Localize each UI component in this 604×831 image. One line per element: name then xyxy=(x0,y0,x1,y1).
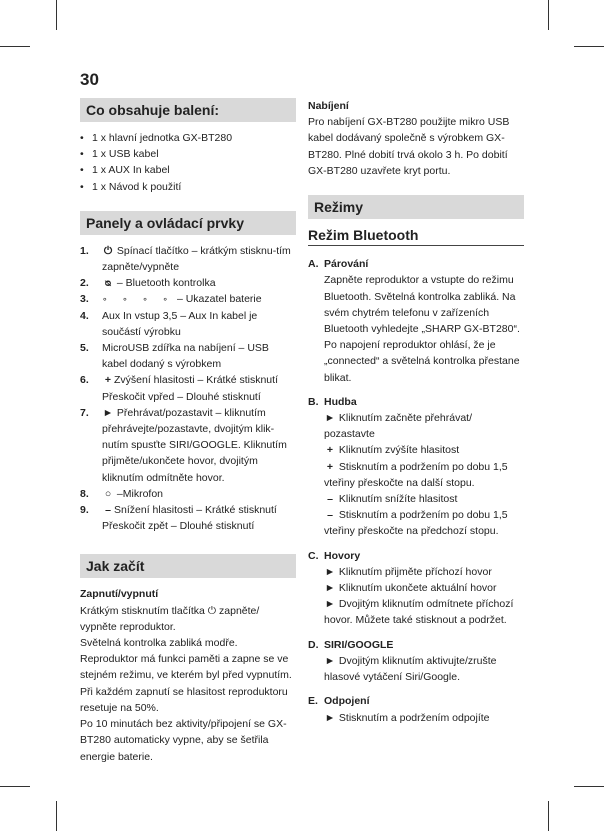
charging-heading: Nabíjení xyxy=(308,100,349,112)
instruction-line xyxy=(324,272,524,385)
instruction-line xyxy=(324,442,524,458)
left-column xyxy=(80,98,296,765)
play-icon: ► xyxy=(324,582,336,595)
item-number: 1. xyxy=(80,244,89,257)
play-icon: ► xyxy=(324,565,336,578)
item-number: 7. xyxy=(80,406,89,419)
list-item xyxy=(80,243,296,275)
item-number: 9. xyxy=(80,504,89,517)
instruction-line xyxy=(324,507,524,539)
item-text: Aux In vstup 3,5 – Aux In kabel je součástí výrobku xyxy=(102,309,258,338)
item-number: 4. xyxy=(80,309,89,322)
power-icon: ⏻ xyxy=(207,604,217,617)
instruction-line xyxy=(324,410,524,442)
play-icon: ► xyxy=(102,406,114,419)
power-icon: ⏻ xyxy=(103,244,113,257)
item-text: – Ukazatel baterie xyxy=(176,293,262,306)
power-text xyxy=(80,603,296,635)
crop-mark xyxy=(0,46,30,47)
minus-icon: – xyxy=(327,509,333,522)
instruction-line xyxy=(324,564,524,580)
panels-list xyxy=(80,243,296,535)
list-item xyxy=(80,486,296,502)
list-item xyxy=(80,502,296,534)
item-number: 2. xyxy=(80,277,89,290)
instruction-text: Kliknutím snížíte hlasitost xyxy=(338,493,458,506)
section-title: Hudba xyxy=(324,395,357,408)
instruction-text: Kliknutím přijměte příchozí hovor xyxy=(338,565,492,578)
mode-section xyxy=(308,637,524,686)
instruction-line xyxy=(324,596,524,628)
plus-icon: + xyxy=(326,460,334,473)
play-icon: ► xyxy=(324,412,336,425)
page-number: 30 xyxy=(80,70,99,89)
text-fragment: Krátkým stisknutím tlačítka xyxy=(80,604,205,617)
crop-mark xyxy=(56,801,57,831)
plus-icon: + xyxy=(326,444,334,457)
crop-mark xyxy=(574,46,604,47)
item-text: MicroUSB zdířka na nabíjení – USB kabel dodaný s výrobkem xyxy=(102,342,269,371)
list-item: • 1 x Návod k použití xyxy=(80,179,296,195)
text-fragment: zapněte/ vypněte reproduktor. xyxy=(80,604,260,633)
instruction-line xyxy=(324,710,524,726)
plus-icon: + xyxy=(104,374,112,387)
start-heading: Jak začít xyxy=(80,554,296,578)
battery-leds-icon: ∘ ∘ ∘ ∘ xyxy=(102,294,175,305)
section-letter: E. xyxy=(308,695,318,708)
item-number: 8. xyxy=(80,487,89,500)
mic-icon: ○ xyxy=(104,487,112,500)
item-text: –Mikrofon xyxy=(116,487,164,500)
play-icon: ► xyxy=(324,598,336,611)
item-text: – Bluetooth kontrolka xyxy=(116,277,216,290)
instruction-text: Kliknutím zvýšíte hlasitost xyxy=(338,444,460,457)
crop-mark xyxy=(0,786,30,787)
box-contents-list xyxy=(80,130,296,195)
section-title: Párování xyxy=(324,258,369,271)
mode-section xyxy=(308,256,524,386)
instruction-line xyxy=(324,580,524,596)
instruction-text: Kliknutím začněte přehrávat/ pozastavte xyxy=(324,412,472,441)
section-letter: D. xyxy=(308,638,319,651)
section-title: SIRI/GOOGLE xyxy=(324,638,394,651)
item-number: 6. xyxy=(80,374,89,387)
section-letter: A. xyxy=(308,258,319,271)
mode-sections xyxy=(308,256,524,725)
mode-section xyxy=(308,693,524,725)
crop-mark xyxy=(548,0,549,30)
instruction-text: Kliknutím ukončete aktuální hovor xyxy=(338,582,497,595)
section-letter: C. xyxy=(308,549,319,562)
paragraph: Po 10 minutách bez aktivity/připojení se GX-BT280 automaticky vypne, aby se šetřila energie baterie. xyxy=(80,718,287,763)
instruction-text: Stisknutím a podržením po dobu 1,5 vteřiny přeskočte na další stopu. xyxy=(324,460,508,489)
right-column xyxy=(308,98,524,726)
instruction-text: Stisknutím a podržením odpojíte xyxy=(338,711,490,724)
item-text: Zvýšení hlasitosti – Krátké stisknutí Přeskočit vpřed – Dlouhé stisknutí xyxy=(102,374,278,403)
paragraph: Reproduktor má funkci paměti a zapne se ve stejném režimu, ve kterém byl před vypnutím. Při každém zapnutí se hlasitost reproduktoru resetuje na 50%. xyxy=(80,653,292,714)
section-title: Hovory xyxy=(324,549,361,562)
list-item xyxy=(80,405,296,486)
list-item: • 1 x AUX In kabel xyxy=(80,162,296,178)
mode-section xyxy=(308,394,524,540)
instruction-text: Dvojitým kliknutím odmítnete příchozí hovor. Můžete také stisknout a podržet. xyxy=(324,598,514,627)
minus-icon: – xyxy=(105,504,111,517)
play-icon: ► xyxy=(324,654,336,667)
crop-mark xyxy=(574,786,604,787)
bluetooth-led-icon: ᴓ xyxy=(104,277,112,290)
list-item xyxy=(80,372,296,404)
item-text: Spínací tlačítko – krátkým stisknu-tím zapněte/vypněte xyxy=(102,244,291,274)
box-contents-heading: Co obsahuje balení: xyxy=(80,98,296,122)
section-letter: B. xyxy=(308,395,319,408)
minus-icon: – xyxy=(327,493,333,506)
list-item xyxy=(80,275,296,291)
list-item xyxy=(80,308,296,340)
list-item xyxy=(80,340,296,372)
section-title: Odpojení xyxy=(324,695,370,708)
crop-mark xyxy=(56,0,57,30)
paragraph: Světelná kontrolka zabliká modře. xyxy=(80,637,238,650)
item-text: Přehrávat/pozastavit – kliknutím přehrávejte/pozastavte, dvojitým klik-nutím spusťte SIRI/GOOGLE. Kliknutím přijměte/ukončete hovor, dvojitým kliknutím odmítněte hovor. xyxy=(102,406,287,484)
instruction-text: Dvojitým kliknutím aktivujte/zrušte hlasové vytáčení Siri/Google. xyxy=(324,654,497,684)
crop-mark xyxy=(548,801,549,831)
bluetooth-mode-heading: Režim Bluetooth xyxy=(308,227,524,246)
play-icon: ► xyxy=(324,711,336,724)
list-item xyxy=(80,291,296,307)
charging-text: Pro nabíjení GX-BT280 použijte mikro USB kabel dodávaný společně s výrobkem GX-BT280. Plné dobití trvá okolo 3 h. Po dobití GX-BT280 uzavřete kryt portu. xyxy=(308,116,510,177)
item-number: 5. xyxy=(80,342,89,355)
item-number: 3. xyxy=(80,293,89,306)
mode-section xyxy=(308,548,524,629)
instruction-text: Zapněte reproduktor a vstupte do režimu Bluetooth. Světelná kontrolka zabliká. Na svém chytrém telefonu v zařízeních Bluetooth vyhledejte „SHARP GX-BT280“. Po napojení reproduktor ohlásí, že je „connected“ a světelná kontrolka přestane blikat. xyxy=(324,274,520,384)
panels-heading: Panely a ovládací prvky xyxy=(80,211,296,235)
instruction-line xyxy=(324,653,524,685)
item-text: Snížení hlasitosti – Krátké stisknutí Přeskočit zpět – Dlouhé stisknutí xyxy=(102,504,277,533)
modes-heading: Režimy xyxy=(308,195,524,219)
instruction-line xyxy=(324,459,524,491)
instruction-text: Stisknutím a podržením po dobu 1,5 vteřiny přeskočte na předchozí stopu. xyxy=(324,509,508,538)
list-item: • 1 x hlavní jednotka GX-BT280 xyxy=(80,130,296,146)
list-item: • 1 x USB kabel xyxy=(80,146,296,162)
power-subheading: Zapnutí/vypnutí xyxy=(80,588,159,601)
instruction-line xyxy=(324,491,524,507)
